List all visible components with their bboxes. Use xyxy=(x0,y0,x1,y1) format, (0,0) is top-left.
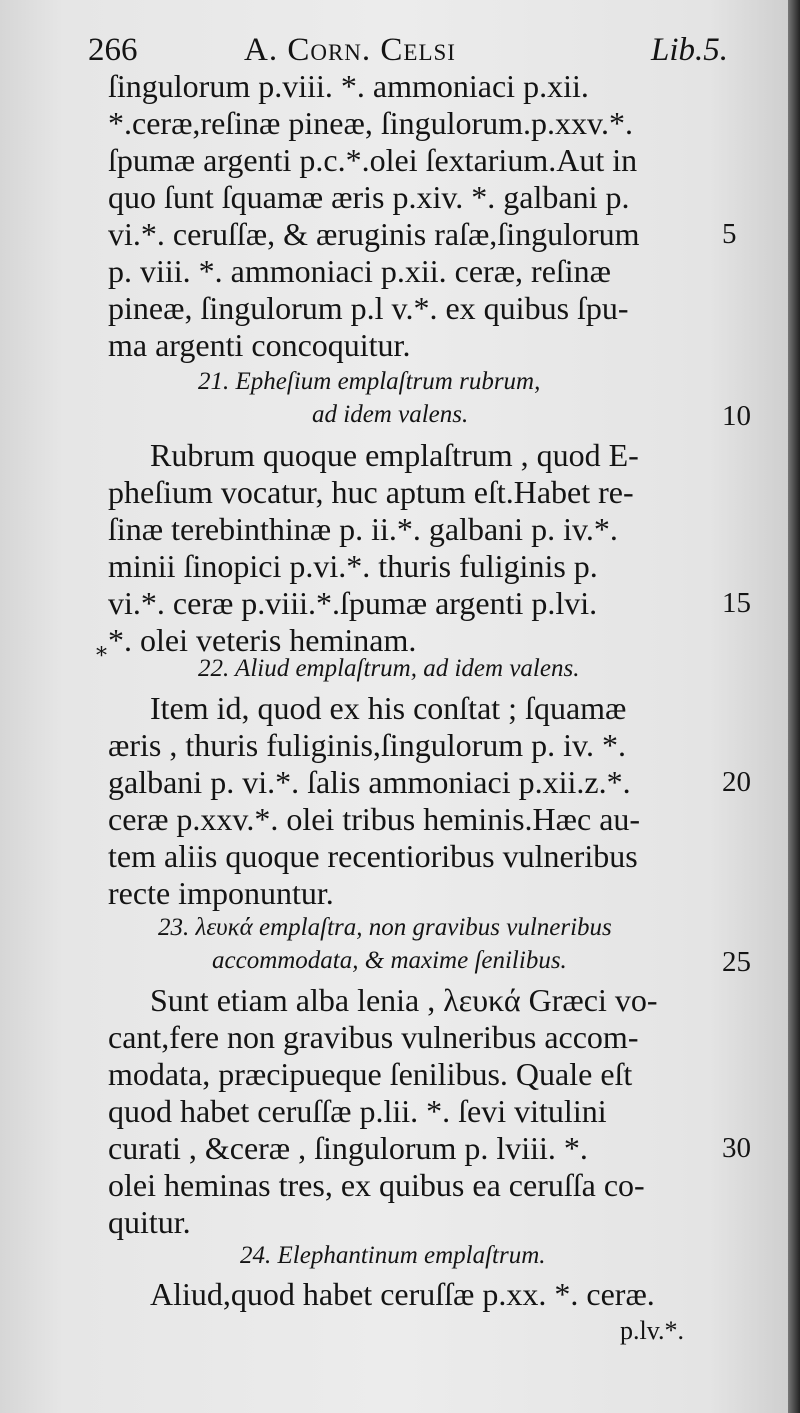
text-line: recte imponuntur. xyxy=(108,875,334,911)
line-number: 15 xyxy=(722,587,751,619)
text-line: modata, præcipueque ſenilibus. Quale eſt xyxy=(108,1056,633,1092)
line-number: 5 xyxy=(722,218,737,250)
text-line: vi.*. ceræ p.viii.*.ſpumæ argenti p.lvi. xyxy=(108,585,598,621)
text-line: cant,fere non gravibus vulneribus accom- xyxy=(108,1019,639,1055)
text-line: Aliud,quod habet ceruſſæ p.xx. *. ceræ. xyxy=(150,1276,655,1312)
text-line: quod habet ceruſſæ p.lii. *. ſevi vitulini xyxy=(108,1093,607,1129)
section-heading: accommodata, & maxime ſenilibus. xyxy=(212,947,567,974)
text-line: galbani p. vi.*. ſalis ammoniaci p.xii.z.*. xyxy=(108,764,631,800)
section-heading: 24. Elephantinum emplaſtrum. xyxy=(240,1242,546,1269)
book-label: Lib.5. xyxy=(650,32,728,68)
section-heading: 23. λευκά emplaſtra, non gravibus vulneribus xyxy=(158,914,612,941)
text-line: Sunt etiam alba lenia , λευκά Græci vo- xyxy=(150,982,658,1018)
text-line: Item id, quod ex his conſtat ; ſquamæ xyxy=(150,690,627,726)
text-line: tem aliis quoque recentioribus vulneribus xyxy=(108,838,638,874)
margin-mark: * xyxy=(96,644,107,669)
text-line: ma argenti concoquitur. xyxy=(108,327,411,363)
section-heading: ad idem valens. xyxy=(312,401,469,428)
text-line: ſpumæ argenti p.c.*.olei ſextarium.Aut in xyxy=(108,142,638,178)
section-heading: 21. Epheſium emplaſtrum rubrum, xyxy=(198,368,541,395)
text-line: quitur. xyxy=(108,1204,191,1240)
text-line: p.lv.*. xyxy=(620,1316,685,1345)
line-number: 20 xyxy=(722,766,751,798)
text-line: pineæ, ſingulorum p.l v.*. ex quibus ſpu- xyxy=(108,290,629,326)
text-line: *. olei veteris heminam. xyxy=(108,622,417,658)
text-line: ceræ p.xxv.*. olei tribus heminis.Hæc au- xyxy=(108,801,641,837)
text-line: Rubrum quoque emplaſtrum , quod E- xyxy=(150,437,639,473)
section-heading: 22. Aliud emplaſtrum, ad idem valens. xyxy=(198,655,580,682)
line-number: 25 xyxy=(722,946,751,978)
text-line: olei heminas tres, ex quibus ea ceruſſa co- xyxy=(108,1167,645,1203)
text-line: ſingulorum p.viii. *. ammoniaci p.xii. xyxy=(108,68,589,104)
text-line: pheſium vocatur, huc aptum eſt.Habet re- xyxy=(108,474,634,510)
page-number: 266 xyxy=(88,32,138,68)
text-line: minii ſinopici p.vi.*. thuris fuliginis p. xyxy=(108,548,598,584)
line-number: 30 xyxy=(722,1132,751,1164)
text-line: *.ceræ,reſinæ pineæ, ſingulorum.p.xxv.*. xyxy=(108,105,633,141)
page-edge-shadow xyxy=(788,0,800,1413)
text-line: vi.*. ceruſſæ, & æruginis raſæ,ſingulorum xyxy=(108,216,640,252)
line-number: 10 xyxy=(722,400,751,432)
text-line: p. viii. *. ammoniaci p.xii. ceræ, reſinæ xyxy=(108,253,612,289)
text-line: ſinæ terebinthinæ p. ii.*. galbani p. iv.*. xyxy=(108,511,618,547)
text-line: quo ſunt ſquamæ æris p.xiv. *. galbani p. xyxy=(108,179,630,215)
text-line: æris , thuris fuliginis,ſingulorum p. iv. *. xyxy=(108,727,626,763)
text-line: curati , &ceræ , ſingulorum p. lviii. *. xyxy=(108,1130,588,1166)
running-head: A. Corn. Celsi xyxy=(244,32,456,68)
